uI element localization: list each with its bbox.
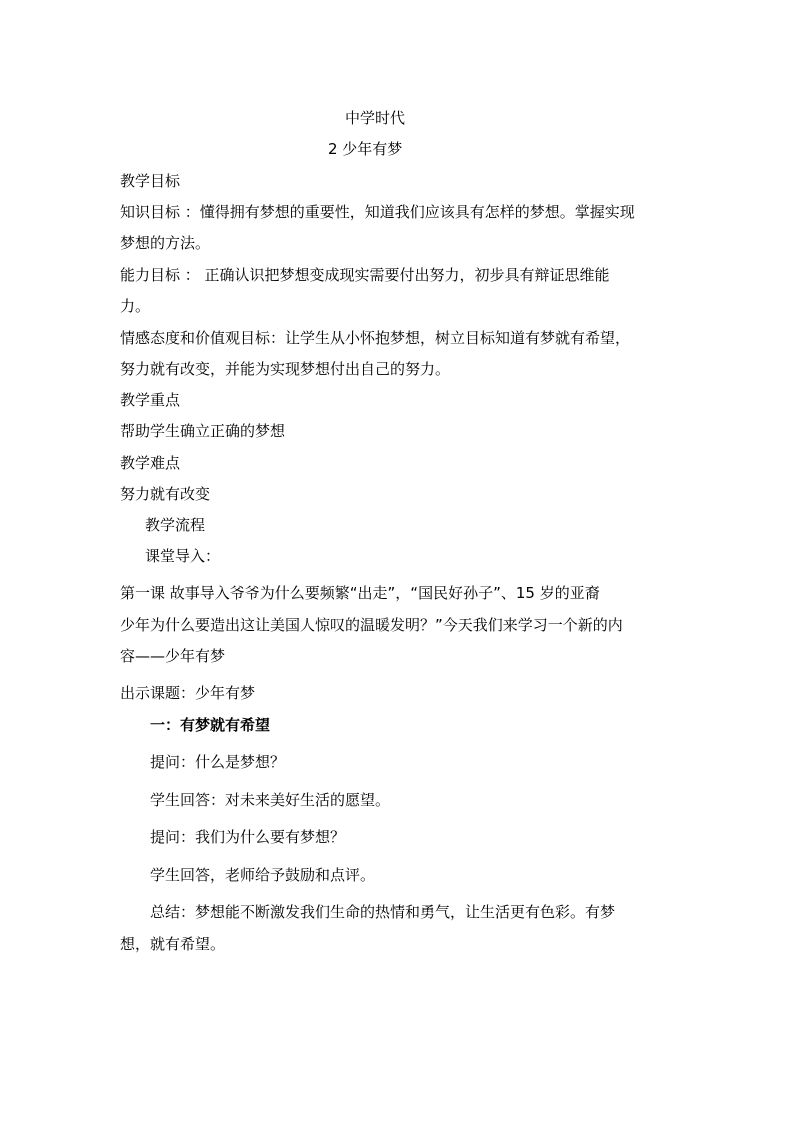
summary-line-2: 想，就有希望。: [120, 935, 226, 953]
key-point-heading: 教学重点: [120, 391, 181, 409]
intro-paragraph-line-2: 少年为什么要造出这让美国人惊叹的温暖发明？”今天我们来学习一个新的内: [120, 616, 623, 634]
chapter-title: 中学时代: [345, 109, 406, 127]
ability-goal-line-1: 能力目标 ： 正确认识把梦想变成现实需要付出努力，初步具有辩证思维能: [120, 266, 610, 284]
summary-line-1: 总结：梦想能不断激发我们生命的热情和勇气，让生活更有色彩。有梦: [150, 903, 616, 921]
section-1-heading: 一：有梦就有希望: [150, 716, 271, 734]
key-point: 帮助学生确立正确的梦想: [120, 422, 286, 440]
process-heading: 教学流程: [145, 516, 206, 534]
intro-paragraph-line-3: 容——少年有梦: [120, 647, 226, 665]
lesson-title: 2 少年有梦: [328, 140, 403, 158]
knowledge-goal-line-1: 知识目标 ：懂得拥有梦想的重要性，知道我们应该具有怎样的梦想。掌握实现: [120, 203, 635, 221]
answer-1: 学生回答：对未来美好生活的愿望。: [150, 791, 391, 809]
difficulty: 努力就有改变: [120, 485, 211, 503]
difficulty-heading: 教学难点: [120, 454, 181, 472]
question-1: 提问：什么是梦想？: [150, 753, 286, 771]
knowledge-goal-line-2: 梦想的方法。: [120, 234, 211, 252]
attitude-goal-line-1: 情感态度和价值观目标：让学生从小怀抱梦想，树立目标知道有梦就有希望，: [120, 329, 631, 347]
intro-heading: 课堂导入：: [145, 547, 221, 565]
ability-goal-line-2: 力。: [120, 297, 151, 315]
attitude-goal-line-2: 努力就有改变，并能为实现梦想付出自己的努力。: [120, 360, 451, 378]
objectives-heading: 教学目标: [120, 172, 181, 190]
intro-paragraph-line-1: 第一课 故事导入爷爷为什么要频繁“出走”，“国民好孙子”、15 岁的亚裔: [120, 584, 600, 602]
show-topic: 出示课题：少年有梦: [120, 684, 256, 702]
answer-2: 学生回答，老师给予鼓励和点评。: [150, 866, 376, 884]
question-2: 提问：我们为什么要有梦想？: [150, 828, 346, 846]
